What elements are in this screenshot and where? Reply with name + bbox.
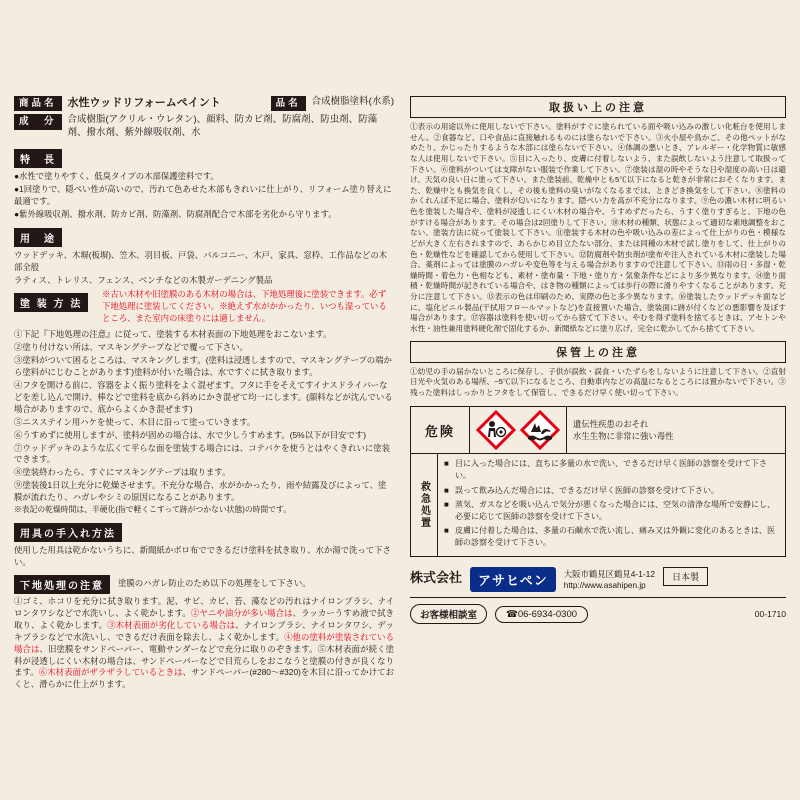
pretreat-heading: 下地処理の注意 [14, 575, 110, 594]
features-heading: 特 長 [14, 149, 62, 168]
storage-body: ①幼児の手の届かないところに保存し、子供が誤飲・誤食・いたずらをしないように注意して下さい。②直射日光や火気のある場所、−5℃以下になるところ、自動車内などの高温になるところには置かないで下さい。③残った塗料はしっかりとフタをして保管し、できるだけ早く使い切って下さい。 [410, 366, 786, 397]
brand-logo: アサヒペン [470, 567, 556, 592]
pictogram-group [470, 407, 567, 453]
method-note: ※表記の乾燥時間は、半硬化(指で軽くこすって跡がつかない状態)の時間です。 [14, 505, 291, 515]
footer-divider [410, 597, 786, 598]
uses-item: ラティス、トレリス、フェンス、ベンチなどの木製ガーデニング製品 [14, 274, 273, 285]
method-heading: 塗 装 方 法 [14, 293, 88, 312]
health-hazard-pictogram [476, 410, 516, 450]
company-url: http://www.asahipen.jp [563, 581, 646, 591]
method-item: ④フタを開ける前に、容器をよく振り塗料をよく混ぜます。フタに手をそえてすイナスドライバーなどを差し込んで開け、棒などで塗料を底から斜めにかき混ぜて均一にします。(顔料などが沈んでいる場合がありますので、底からよくかき混ぜます) [14, 379, 393, 414]
product-type-label: 品名 [271, 96, 306, 111]
brand-row [410, 567, 786, 593]
feature-item: ●水性で塗りやすく、低臭タイプの木部保護塗料です。 [14, 171, 219, 182]
product-name-label: 商品名 [14, 96, 62, 111]
left-column [14, 96, 394, 691]
right-column [410, 96, 786, 624]
caution-body: ①表示の用途以外に使用しないで下さい。塗料がすぐに塗られている面や吸い込みの激しい化粧台を使用しません。②食器など、口や食品に直接触れるものには塗らないで下さい。③火小屋や鳥かご、その他ペットがなめたり、かじったりするような木部には塗らないで下さい。④体調の悪いとき、アレルギー・化学物質に敏感な人は使用しないで下さい。⑤目に入ったり、皮膚に付着しないよう、また誤飲しないよう注意して取扱って下さい。⑥塗料がついては支障がない服装で作業して下さい。⑦塗装は湿の時やそうな日や湿度の高い日は避け、天気の良い日に塗って下さい。また塗装前、乾燥中とも5℃以下になると乾きが非常におそくなります。また、乾燥中とも換気を良くし、その後も塗料の臭いがなくなるまでは、ときどき換気をして下さい。⑧塗料のかくれんぼ不足に場合、塗料が匂いになります。隠ぺい力を高が不充分になります。⑨色の濃い木材に明るい色を塗装した場合や、塗料が浸透しにくい木材の場合や、うすめずだったら、うすく塗りすぎると、下地の色がすける場合があります。その場合は2回塗りして下さい。⑩木材の種類、状態によって適切な素地調整をおこない、塗装方法に従って塗装して下さい。⑪塗装する木材の色や吸い込みの差によって仕上がりの色・模様などが大きく左右されますので、あらかじめ目立たない部分、または同種の木材で試し塗りをして、仕上がりの色・乾燥性などを確認してから使用して下さい。⑫防腐剤や防虫剤が塗布や注入されている木材に塗装した場合、薬剤によっては塗膜のハガレや変色等を与える場合がありますので注意して下さい。⑬雨の日・多湿・乾燥時間・着色力・色相なども、素材・塗布量・下地・塗り方・気象条件などにより多少異なります。⑭塗り面積・乾燥時間が記されている場合や、はき物の種類によっては歩行の際に滑りやすくなることがあります。充分に注意して下さい。⑮表示の色は印刷のため、実際の色と多少異なります。⑯塗装したウッドデッキ面などに、塩化ビニル製品(干拭用フロールマットなど)を直接置いた場合、塗装面に跡が付くなどの悪影響を及ぼす場合があります。⑰容器は塗料を使い切ってから捨てて下さい。やむを得ず塗料を捨てるときは、アセトンや水性・油性兼用塗料硬化剤で固化するか、新聞紙などに塗り広げ、完全に乾かしてから捨てて下さい。 [410, 122, 786, 333]
product-name-value: 水性ウッドリフォームペイント [67, 97, 221, 109]
tools-body: 使用した用具は乾かないうちに、新聞紙かボロ布でできるだけ塗料を拭き取り、水か湯で洗って下さい。 [14, 545, 391, 567]
maker-name: 株式会社 [410, 569, 463, 585]
hazard-statement: 遺伝性疾患のおそれ [573, 418, 649, 429]
method-item: ⑥うすめずに使用しますが、塗料が固めの場合は、水で少しうすめます。(5%以下が目安です) [14, 429, 367, 440]
support-row [410, 604, 786, 624]
uses-warning-red: ※古い木材や旧塗膜のある木材の場合は、下地処理後に塗装できます。必ず下地処理に塗装してください。※絶えず水がかかったり、いつも湿っているところ、また室内の床塗りには適しません。 [102, 289, 387, 324]
emergency-list [438, 454, 785, 555]
hazard-top-row [411, 407, 785, 454]
made-in-badge: 日本製 [663, 567, 708, 586]
emergency-item: ■ 目に入った場合には、直ちに多量の水で洗い、できるだけ早く医師の診察を受けて下さい。 [444, 459, 767, 480]
signal-word: 危険 [411, 407, 470, 453]
method-body [14, 329, 394, 516]
emergency-item: ■ 誤って飲み込んだ場合には、できるだけ早く医師の診察を受けて下さい。 [444, 485, 719, 495]
product-type-value: 合成樹脂塗料(水系) [311, 96, 394, 107]
method-item: ②塗り付けない所は、マスキングテープなどで覆って下さい。 [14, 342, 248, 353]
ingredients-row [14, 114, 394, 140]
method-item: ③塗料がついて困るところは、マスキングします。(塗料は浸透しますので、マスキングテープの端から塗料がにじむことがあります)塗料が付いた場合は、水ですぐに拭き取ります。 [14, 355, 392, 377]
feature-item: ●1回塗りで、隠ぺい性が高いので、汚れて色あせた木部もきれいに仕上がり、リフォーム塗り替えに最適です。 [14, 183, 392, 206]
label-content [14, 96, 786, 716]
support-label: お客様相談室 [410, 604, 487, 624]
method-item: ⑨塗装後1日以上充分に乾燥させます。不充分な場合、水がかかったり、雨や結露及びによって、塗膜が流れたり、ハガレやシミの原因になることがあります。 [14, 480, 387, 503]
uses-item: ウッドデッキ、木塀(板塀)、笠木、羽目板、戸袋、バルコニー、木戸、家具、窓枠、工作品などの木部全般 [14, 249, 388, 272]
method-item: ⑤ニスステイン用ハケを使って、木目に沿って塗っていきます。 [14, 416, 256, 427]
uses-heading: 用 途 [14, 228, 62, 247]
emergency-label: 救急処置 [411, 454, 438, 555]
company-address: 大阪市鶴見区鶴見4-1-12 http://www.asahipen.jp [563, 568, 655, 591]
uses-body [14, 250, 394, 287]
pretreat-body: ①ゴミ、ホコリを充分に拭き取ります。泥、サビ、カビ、苔、藻などの汚れはナイロンブラシ、ナイロンタワシなどで水洗いし、よく乾かします。②ヤニや油分が多い場合は、ラッカーうすめ液で拭き取り、よく乾かします。③木材表面が劣化している場合は、ナイロンブラシ、ナイロンタワシ、デッキブラシなどで水洗いし、できるだけ表面を除去し、よく乾かします。④他の塗料が塗装されている場合は、旧塗膜をサンドペーパー、電動サンダーなどで充分に取りのぞきます。⑤木材表面が続く塗料が浸透しにくい木材の場合は、サンドペーパーなどで目荒らしをおこなうと塗膜の付きが良くなります。⑥木材表面がザラザラしているときは、サンドペーパー(#280〜#320)を木目に沿ってかけておくと、滑らかに仕上がります。 [14, 595, 395, 690]
emergency-row [411, 454, 785, 555]
label-code: 00-1710 [754, 609, 786, 620]
method-item: ⑦ウッドデッキのような広くて平らな面を塗装する場合には、コテバケを使うとはやくきれいに塗装できます。 [14, 442, 391, 465]
method-item: ⑧塗装終わったら、すぐにマスキングテープは取ります。 [14, 467, 231, 478]
environment-hazard-pictogram [520, 410, 560, 450]
storage-heading: 保管上の注意 [410, 341, 786, 363]
hazard-box [410, 406, 786, 556]
caution-heading: 取扱い上の注意 [410, 96, 786, 118]
footer [410, 567, 786, 625]
feature-item: ●紫外線吸収剤、撥水剤、防カビ剤、防藻剤、防腐剤配合で木部を劣化から守ります。 [14, 208, 337, 219]
features-body [14, 171, 394, 221]
hazard-statements [567, 407, 785, 453]
method-item: ①下記『下地処理の注意』に従って、塗装する木材表面の下地処理をおこないます。 [14, 329, 332, 340]
emergency-item: ■ 皮膚に付着した場合は、多量の石鹸水で洗い流し、痛み又は外観に変化のあるときは、医師の診察を受けて下さい。 [444, 526, 775, 547]
pretreat-subhead: 塗膜のハガレ防止のため以下の処理をして下さい。 [118, 578, 311, 589]
hazard-statement: 水生生物に非常に強い毒性 [573, 431, 674, 442]
tools-heading: 用具の手入れ方法 [14, 523, 122, 542]
product-name-row [14, 96, 394, 111]
ingredients-label: 成 分 [14, 114, 62, 129]
ingredients-value: 合成樹脂(アクリル・ウレタン)、顔料、防カビ剤、防腐剤、防虫剤、防藻剤、撥水剤、紫外線吸収剤、水 [67, 114, 378, 139]
emergency-item: ■ 蒸気、ガスなどを吸い込んで気分が悪くなった場合には、空気の清浄な場所で安静にし、必要に応じて医師の診察を受けて下さい。 [444, 500, 775, 521]
support-tel[interactable]: ☎06-6934-0300 [495, 606, 588, 623]
